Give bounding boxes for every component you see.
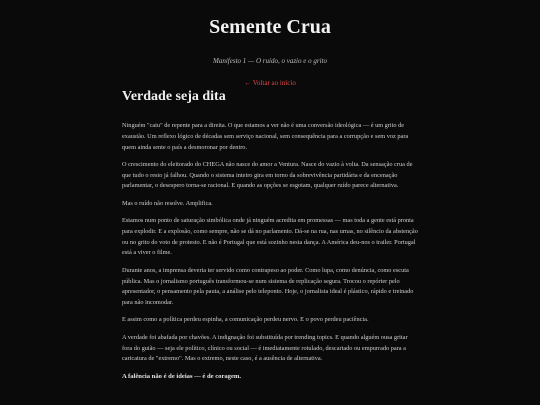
article-title: Verdade seja dita xyxy=(122,89,226,104)
article xyxy=(122,88,418,389)
back-to-home-link[interactable]: ← Voltar ao início xyxy=(244,79,296,87)
article-paragraph: A verdade foi abafada por chavões. A indignação foi substituída por trending topics. E quando alguém ousa gritar fora do guião — seja ele político, clínico ou social — é imediatamente rotulado, descartado ou empurrado para a caricatura de "extremo". Mas o extremo, neste caso, é a ausência de alternativa. xyxy=(122,333,408,363)
article-paragraph: Mas o ruído não resolve. Amplifica. xyxy=(122,199,213,207)
article-closing-statement: A falência não é de ideias — é de coragem. xyxy=(122,372,242,380)
article-paragraph: E assim como a política perdeu espinha, a comunicação perdeu nervo. E o povo perdeu paciência. xyxy=(122,316,369,324)
site-subtitle: Manifesto 1 — O ruído, o vazio e o grito xyxy=(213,57,327,65)
article-paragraph: Durante anos, a imprensa deveria ter servido como contrapeso ao poder. Como lupa, como denúncia, como escuta pública. Mas o jornalismo português transformou-se num sistema de replicação segura. Trocou o repórter pelo apresentador, o pensamento pela pauta, a análise pelo teleponto. Hoje, o jornalista ideal é plástico, rápido e treinado para não incomodar. xyxy=(122,266,414,307)
site-header xyxy=(0,0,540,89)
article-paragraph: O crescimento do eleitorado do CHEGA não nasce do amor a Ventura. Nasce do vazio à volta. Da sensação crua de que tudo o resto já falhou. Quando o sistema inteiro gira em torno da sobrevivência partidária e da encenação parlamentar, o desespero torna-se racional. E quando as opções se esgotam, qualquer ruído parece alternativa. xyxy=(122,160,413,190)
article-paragraph: Ninguém "caiu" de repente para a direita. O que estamos a ver não é uma conversão ideológica — é um grito de exaustão. Um reflexo lógico de décadas sem serviço nacional, sem consequência para a corrupção e sem voz para quem ainda sente o país a desmoronar por dentro. xyxy=(122,122,409,151)
site-title: Semente Crua xyxy=(209,16,331,38)
article-paragraph: Estamos num ponto de saturação simbólica onde já ninguém acredita em promessas — mas toda a gente está pronta para explodir. E a explosão, como sempre, não se dá no parlamento. Dá-se na rua, nas urnas, no silêncio da abstenção ou no grito do voto de protesto. E não é Portugal que está sozinho nesta dança. A América deu-nos o trailer. Portugal está a viver o filme. xyxy=(122,217,418,257)
